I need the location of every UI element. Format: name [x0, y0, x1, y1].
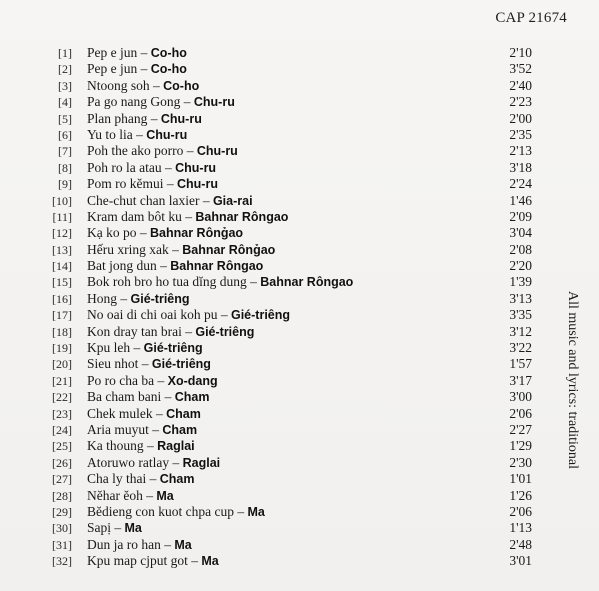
track-separator: –	[156, 258, 171, 274]
track-title-line	[87, 94, 235, 110]
track-ethnic-group: Bahnar Rôngao	[195, 209, 289, 224]
track-duration: 3'18	[509, 159, 532, 175]
track-separator: –	[143, 438, 158, 454]
track-title: Kpu leh	[87, 340, 131, 356]
track-ethnic-group: Gié-triêng	[195, 324, 255, 339]
track-number: [26]	[52, 455, 72, 470]
track-duration: 1'29	[509, 438, 532, 454]
track-duration: 3'17	[509, 372, 532, 388]
track-number: [16]	[52, 291, 72, 306]
track-number: [8]	[58, 160, 72, 175]
track-title-line	[87, 209, 288, 225]
track-title: Bat jong dun	[87, 258, 157, 274]
track-separator: –	[183, 143, 197, 159]
track-separator: –	[132, 126, 147, 142]
track-title-line	[87, 389, 209, 405]
track-separator: –	[168, 241, 183, 257]
track-separator: –	[161, 159, 176, 175]
track-ethnic-group: Cham	[174, 390, 210, 405]
track-separator: –	[148, 421, 163, 437]
track-number: [6]	[58, 127, 72, 142]
track-separator: –	[161, 389, 175, 405]
track-title-line	[87, 340, 203, 356]
track-title: Cha ly thai	[87, 471, 147, 487]
track-number: [25]	[52, 439, 72, 454]
track-title: Sieu nhot	[87, 356, 139, 372]
track-title: Pa go nang Gong	[87, 94, 181, 110]
track-duration: 3'04	[509, 225, 532, 241]
track-title: Dun ja ro han	[87, 536, 161, 552]
track-title: Kpu map cjput got	[87, 553, 188, 569]
track-title: Hong	[87, 290, 117, 306]
track-title-line	[87, 504, 265, 520]
track-row	[42, 340, 532, 356]
track-number: [12]	[52, 226, 72, 241]
track-title-line	[87, 324, 254, 340]
track-ethnic-group: Raglai	[182, 455, 221, 470]
track-row	[42, 274, 532, 290]
track-duration: 2'00	[509, 110, 532, 126]
track-number: [10]	[52, 193, 72, 208]
track-title: Aria muyut	[87, 421, 149, 437]
track-row	[42, 504, 532, 520]
track-row	[42, 193, 532, 209]
track-title: Nĕhar ĕoh	[87, 487, 143, 503]
track-row	[42, 373, 532, 389]
track-number: [17]	[52, 308, 72, 323]
track-number: [13]	[52, 242, 72, 257]
track-separator: –	[187, 553, 202, 569]
track-title-line	[87, 258, 263, 274]
track-ethnic-group: Bahnar Rông̉ao	[150, 226, 244, 241]
track-duration: 1'01	[509, 471, 532, 487]
track-row	[42, 553, 532, 569]
track-number: [18]	[52, 324, 72, 339]
track-title-line	[87, 471, 194, 487]
track-separator: –	[154, 372, 168, 388]
track-row	[42, 45, 532, 61]
track-title: Ntoong soh	[87, 77, 150, 93]
track-separator: –	[137, 45, 151, 60]
track-title-line	[87, 406, 201, 422]
track-title: Chek mulek	[87, 405, 153, 421]
track-row	[42, 225, 532, 241]
track-ethnic-group: Gié-triêng	[143, 341, 203, 356]
track-number: [22]	[52, 390, 72, 405]
track-duration: 2'09	[509, 208, 532, 224]
track-title-line	[87, 111, 202, 127]
track-title-line	[87, 242, 275, 258]
track-separator: –	[169, 454, 183, 470]
track-title: Hếru xring xak	[87, 241, 169, 257]
track-row	[42, 455, 532, 471]
track-number: [19]	[52, 341, 72, 356]
track-separator: –	[199, 192, 213, 208]
track-duration: 2'48	[509, 536, 532, 552]
track-ethnic-group: Bahnar Rôngao	[170, 259, 264, 274]
track-title: Ba cham bani	[87, 389, 162, 405]
track-duration: 2'20	[509, 258, 532, 274]
track-separator: –	[163, 176, 177, 192]
track-duration: 1'46	[509, 192, 532, 208]
track-row	[42, 127, 532, 143]
track-number: [31]	[52, 537, 72, 552]
track-title-line	[87, 274, 353, 290]
track-row	[42, 389, 532, 405]
track-separator: –	[130, 340, 144, 356]
track-title-line	[87, 291, 190, 307]
track-title-line	[87, 127, 187, 143]
track-number: [11]	[52, 209, 72, 224]
track-separator: –	[181, 208, 196, 224]
track-separator: –	[136, 225, 150, 241]
track-title: Pep e jun	[87, 61, 138, 77]
track-title-line	[87, 422, 197, 438]
track-ethnic-group: Gié-triêng	[130, 291, 190, 306]
track-row	[42, 307, 532, 323]
track-row	[42, 111, 532, 127]
track-duration: 2'13	[509, 143, 532, 159]
track-separator: –	[233, 503, 248, 519]
track-duration: 2'06	[509, 503, 532, 519]
track-number: [1]	[58, 46, 72, 60]
track-row	[42, 160, 532, 176]
track-title: Poh ro la atau	[87, 159, 162, 175]
track-title-line	[87, 61, 187, 77]
track-title-line	[87, 488, 174, 504]
track-number: [4]	[58, 95, 72, 110]
track-duration: 2'23	[509, 94, 532, 110]
track-number: [20]	[52, 357, 72, 372]
track-row	[42, 78, 532, 94]
track-title-line	[87, 176, 218, 192]
track-number: [23]	[52, 406, 72, 421]
track-duration: 1'26	[509, 487, 532, 503]
track-duration: 2'27	[509, 421, 532, 437]
track-number: [14]	[52, 259, 72, 274]
track-title-line	[87, 438, 195, 454]
track-row	[42, 143, 532, 159]
track-duration: 2'08	[509, 241, 532, 257]
track-separator: –	[181, 323, 196, 339]
track-duration: 2'35	[509, 126, 532, 142]
track-title: Po ro cha ba	[87, 372, 155, 388]
track-row	[42, 422, 532, 438]
track-separator: –	[160, 536, 175, 552]
track-row	[42, 291, 532, 307]
track-separator: –	[111, 520, 125, 536]
track-row	[42, 406, 532, 422]
track-duration: 3'13	[509, 290, 532, 306]
track-row	[42, 520, 532, 536]
track-title-line	[87, 455, 220, 471]
track-title: No oai di chi oai koh pu	[87, 307, 218, 323]
track-ethnic-group: Co-ho	[150, 46, 187, 60]
track-title-line	[87, 307, 290, 323]
track-title: Pom ro kĕmui	[87, 176, 164, 192]
track-duration: 3'35	[509, 307, 532, 323]
track-duration: 3'52	[509, 61, 532, 77]
track-duration: 1'57	[509, 356, 532, 372]
track-number: [32]	[52, 554, 72, 569]
track-duration: 3'00	[509, 389, 532, 405]
track-separator: –	[117, 290, 131, 306]
track-duration: 2'06	[509, 405, 532, 421]
track-title-line	[87, 373, 218, 389]
track-title: Bok roh bro ho tua dĭng dung	[87, 274, 247, 290]
track-title: Atoruwo ratlay	[87, 454, 170, 470]
track-ethnic-group: Ma	[156, 488, 174, 503]
track-duration: 2'40	[509, 77, 532, 93]
track-number: [9]	[58, 177, 72, 192]
track-separator: –	[137, 61, 151, 77]
track-row	[42, 94, 532, 110]
track-separator: –	[180, 94, 194, 110]
track-number: [5]	[58, 111, 72, 126]
track-title-line	[87, 193, 253, 209]
track-separator: –	[217, 307, 231, 323]
track-title: Bĕdieng con kuot chpa cup	[87, 503, 234, 519]
track-duration: 2'24	[509, 176, 532, 192]
track-list	[42, 45, 532, 570]
track-title-line	[87, 45, 187, 61]
track-ethnic-group: Ma	[201, 554, 219, 569]
track-title-line	[87, 225, 243, 241]
track-row	[42, 471, 532, 487]
track-ethnic-group: Chu-ru	[175, 160, 217, 175]
track-number: [7]	[58, 144, 72, 159]
track-title: Ka thoung	[87, 438, 144, 454]
track-number: [24]	[52, 422, 72, 437]
track-number: [2]	[58, 62, 72, 77]
track-title-line	[87, 78, 199, 94]
track-title-line	[87, 553, 219, 569]
track-title-line	[87, 143, 238, 159]
credit-note: All music and lyrics: traditional	[565, 290, 580, 470]
track-ethnic-group: Chu-ru	[196, 144, 238, 159]
track-number: [3]	[58, 78, 72, 93]
track-ethnic-group: Ma	[174, 537, 192, 552]
track-ethnic-group: Chu-ru	[146, 127, 188, 142]
track-number: [27]	[52, 472, 72, 487]
track-row	[42, 537, 532, 553]
track-ethnic-group: Cham	[166, 406, 201, 421]
track-ethnic-group: Co-ho	[150, 62, 187, 77]
track-title-line	[87, 356, 211, 372]
track-separator: –	[152, 405, 167, 421]
track-separator: –	[146, 471, 160, 487]
track-title: Sapị	[87, 520, 112, 536]
track-duration: 3'12	[509, 323, 532, 339]
track-ethnic-group: Bahnar Rông̉ao	[182, 242, 276, 257]
track-row	[42, 488, 532, 504]
track-title: Pep e jun	[87, 45, 138, 60]
track-duration: 1'13	[509, 520, 532, 536]
track-duration: 2'10	[509, 45, 532, 60]
track-title: Poh the ako porro	[87, 143, 184, 159]
track-number: [15]	[52, 275, 72, 290]
track-duration: 1'39	[509, 274, 532, 290]
track-row	[42, 209, 532, 225]
track-duration: 2'30	[509, 454, 532, 470]
track-ethnic-group: Chu-ru	[160, 111, 202, 126]
track-ethnic-group: Chu-ru	[177, 177, 218, 192]
track-separator: –	[147, 110, 161, 126]
catalog-number: CAP 21674	[495, 10, 567, 26]
track-title-line	[87, 520, 142, 536]
track-row	[42, 61, 532, 77]
track-ethnic-group: Gié-triêng	[151, 357, 211, 372]
track-title: Kon dray tan brai	[87, 323, 182, 339]
track-number: [21]	[52, 373, 72, 388]
track-row	[42, 356, 532, 372]
track-number: [28]	[52, 488, 72, 503]
track-duration: 3'01	[509, 553, 532, 569]
track-title-line	[87, 537, 192, 553]
track-number: [30]	[52, 521, 72, 536]
track-duration: 3'22	[509, 340, 532, 356]
track-ethnic-group: Ma	[247, 504, 265, 519]
track-row	[42, 242, 532, 258]
track-number: [29]	[52, 504, 72, 519]
track-ethnic-group: Xo-dang	[167, 373, 218, 388]
track-ethnic-group: Bahnar Rôngao	[260, 275, 354, 290]
track-title: Kram dam bôt ku	[87, 208, 182, 224]
track-separator: –	[246, 274, 261, 290]
track-ethnic-group: Raglai	[157, 439, 195, 454]
track-ethnic-group: Gié-triêng	[230, 308, 291, 323]
track-row	[42, 324, 532, 340]
track-separator: –	[149, 77, 164, 93]
track-ethnic-group: Chu-ru	[193, 95, 235, 110]
track-title: Plan phang	[87, 110, 148, 126]
track-separator: –	[142, 487, 157, 503]
track-row	[42, 258, 532, 274]
track-title: Kạ ko po	[87, 225, 137, 241]
track-ethnic-group: Co-ho	[163, 78, 200, 93]
track-ethnic-group: Cham	[159, 472, 195, 487]
track-title: Yu to lia	[87, 126, 133, 142]
track-ethnic-group: Ma	[124, 521, 142, 536]
track-title: Che-chut chan laxier	[87, 192, 200, 208]
track-row	[42, 176, 532, 192]
track-ethnic-group: Cham	[162, 422, 198, 437]
track-title-line	[87, 160, 216, 176]
track-row	[42, 438, 532, 454]
track-ethnic-group: Gia-rai	[212, 193, 253, 208]
track-separator: –	[138, 356, 152, 372]
